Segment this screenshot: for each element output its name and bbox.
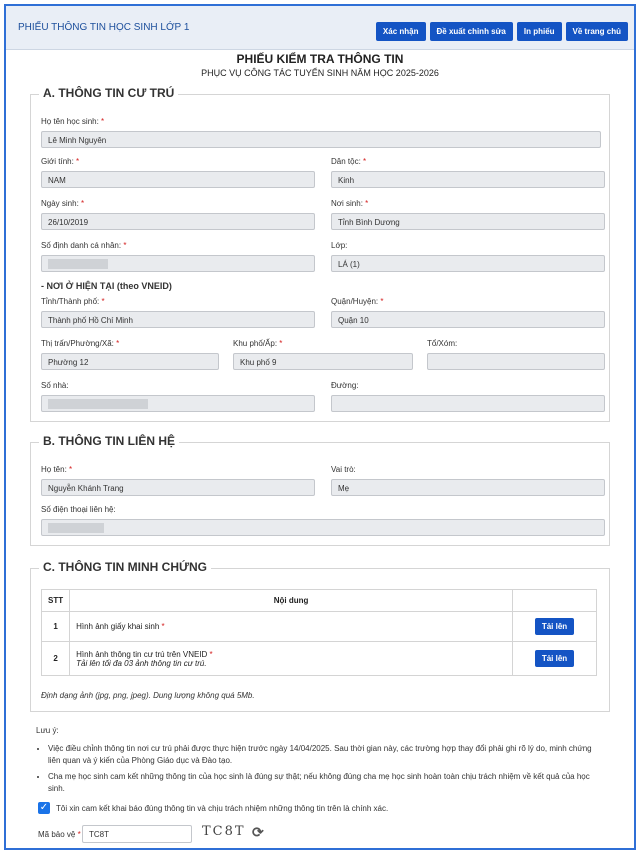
row-action xyxy=(513,642,597,676)
street-label: Đường: xyxy=(331,381,359,390)
redacted-value xyxy=(48,399,148,409)
page-frame xyxy=(4,4,636,850)
district-label: Quận/Huyện: * xyxy=(331,297,384,306)
table-row xyxy=(42,642,597,676)
dob-field[interactable]: 26/10/2019 xyxy=(41,213,315,230)
section-residence xyxy=(30,86,610,422)
col-stt: STT xyxy=(42,590,70,612)
phone-field[interactable] xyxy=(41,519,605,536)
notes-heading: Lưu ý: xyxy=(36,726,59,735)
form-subtitle: PHỤC VỤ CÔNG TÁC TUYỂN SINH NĂM HỌC 2025-2026 xyxy=(201,68,439,78)
row-stt: 1 xyxy=(42,612,70,642)
refresh-icon[interactable]: ⟳ xyxy=(252,824,264,840)
residence-heading: - NƠI Ở HIỆN TẠI (theo VNEID) xyxy=(41,281,172,291)
col-content: Nội dung xyxy=(70,590,513,612)
note-item: • Việc điều chỉnh thông tin nơi cư trú phải được thực hiện trước ngày 14/04/2025. Sau thời gian này, các trường hợp thay đổi phải ghi rõ lý do, minh chứng liên quan và ý kiến của Phòng Giáo dục và Đào tạo. xyxy=(48,743,606,767)
section-c-legend: C. THÔNG TIN MINH CHỨNG xyxy=(39,560,211,574)
ward-field[interactable]: Phường 12 xyxy=(41,353,219,370)
app-title: PHIẾU THÔNG TIN HỌC SINH LỚP 1 xyxy=(18,22,190,33)
ethnicity-field[interactable]: Kinh xyxy=(331,171,605,188)
row-action xyxy=(513,612,597,642)
district-field[interactable]: Quận 10 xyxy=(331,311,605,328)
group-field[interactable] xyxy=(427,353,605,370)
captcha-image: TC8T xyxy=(202,824,246,839)
note-item: • Cha mẹ học sinh cam kết những thông tin của học sinh là đúng sự thật; nếu không đúng cha mẹ học sinh hoàn toàn chịu trách nhiệm về kết quả của học sinh. xyxy=(48,771,606,795)
house-number-field[interactable] xyxy=(41,395,315,412)
id-number-label: Số định danh cá nhân: * xyxy=(41,241,127,250)
ward-label: Thị trấn/Phường/Xã: * xyxy=(41,339,120,348)
print-button[interactable]: In phiếu xyxy=(517,22,562,41)
row-stt: 2 xyxy=(42,642,70,676)
student-name-field[interactable]: Lê Minh Nguyên xyxy=(41,131,601,148)
captcha-input[interactable]: TC8T xyxy=(82,825,192,843)
col-action xyxy=(513,590,597,612)
province-field[interactable]: Thành phố Hồ Chí Minh xyxy=(41,311,315,328)
row-content: Hình ảnh giấy khai sinh * xyxy=(70,612,513,642)
phone-label: Số điện thoại liên hệ: xyxy=(41,505,116,514)
home-button[interactable]: Về trang chủ xyxy=(566,22,628,41)
id-number-field[interactable] xyxy=(41,255,315,272)
role-field[interactable]: Mẹ xyxy=(331,479,605,496)
form-title: PHIẾU KIỂM TRA THÔNG TIN xyxy=(236,52,404,66)
ethnicity-label: Dân tộc: * xyxy=(331,157,367,166)
house-number-label: Số nhà: xyxy=(41,381,69,390)
birthplace-field[interactable]: Tỉnh Bình Dương xyxy=(331,213,605,230)
upload-residence-button[interactable]: Tải lên xyxy=(535,650,574,667)
quarter-label: Khu phố/Ấp: * xyxy=(233,339,283,348)
section-a-legend: A. THÔNG TIN CƯ TRÚ xyxy=(39,86,178,100)
check-icon: ✓ xyxy=(39,802,49,813)
evidence-table xyxy=(41,589,597,676)
birthplace-label: Nơi sinh: * xyxy=(331,199,369,208)
street-field[interactable] xyxy=(331,395,605,412)
table-header-row xyxy=(42,590,597,612)
role-label: Vai trò: xyxy=(331,465,356,474)
gender-field[interactable]: NAM xyxy=(41,171,315,188)
commit-checkbox[interactable] xyxy=(38,802,50,814)
section-b-legend: B. THÔNG TIN LIÊN HỆ xyxy=(39,434,179,448)
table-row xyxy=(42,612,597,642)
toolbar xyxy=(376,22,628,41)
redacted-value xyxy=(48,259,108,269)
student-name-label: Họ tên học sinh: * xyxy=(41,117,105,126)
upload-birth-certificate-button[interactable]: Tải lên xyxy=(535,618,574,635)
top-bar xyxy=(6,6,634,50)
class-label: Lớp: xyxy=(331,241,348,250)
contact-name-label: Họ tên: * xyxy=(41,465,73,474)
group-label: Tổ/Xóm: xyxy=(427,339,458,348)
commit-label: Tôi xin cam kết khai báo đúng thông tin và chịu trách nhiệm những thông tin trên là chính xác. xyxy=(56,804,389,813)
captcha-label: Mã bảo vệ * xyxy=(38,830,81,839)
dob-label: Ngày sinh: * xyxy=(41,199,85,208)
row-content: Hình ảnh thông tin cư trú trên VNEID * Tải lên tối đa 03 ảnh thông tin cư trú. xyxy=(70,642,513,676)
gender-label: Giới tính: * xyxy=(41,157,80,166)
class-field[interactable]: LÁ (1) xyxy=(331,255,605,272)
contact-name-field[interactable]: Nguyễn Khánh Trang xyxy=(41,479,315,496)
quarter-field[interactable]: Khu phố 9 xyxy=(233,353,413,370)
confirm-button[interactable]: Xác nhận xyxy=(376,22,426,41)
notes xyxy=(36,726,606,799)
section-contact xyxy=(30,434,610,546)
redacted-value xyxy=(48,523,104,533)
format-note: Định dạng ảnh (jpg, png, jpeg). Dung lượng không quá 5Mb. xyxy=(41,691,255,700)
province-label: Tỉnh/Thành phố: * xyxy=(41,297,105,306)
section-evidence xyxy=(30,560,610,712)
propose-edit-button[interactable]: Đề xuất chỉnh sửa xyxy=(430,22,513,41)
